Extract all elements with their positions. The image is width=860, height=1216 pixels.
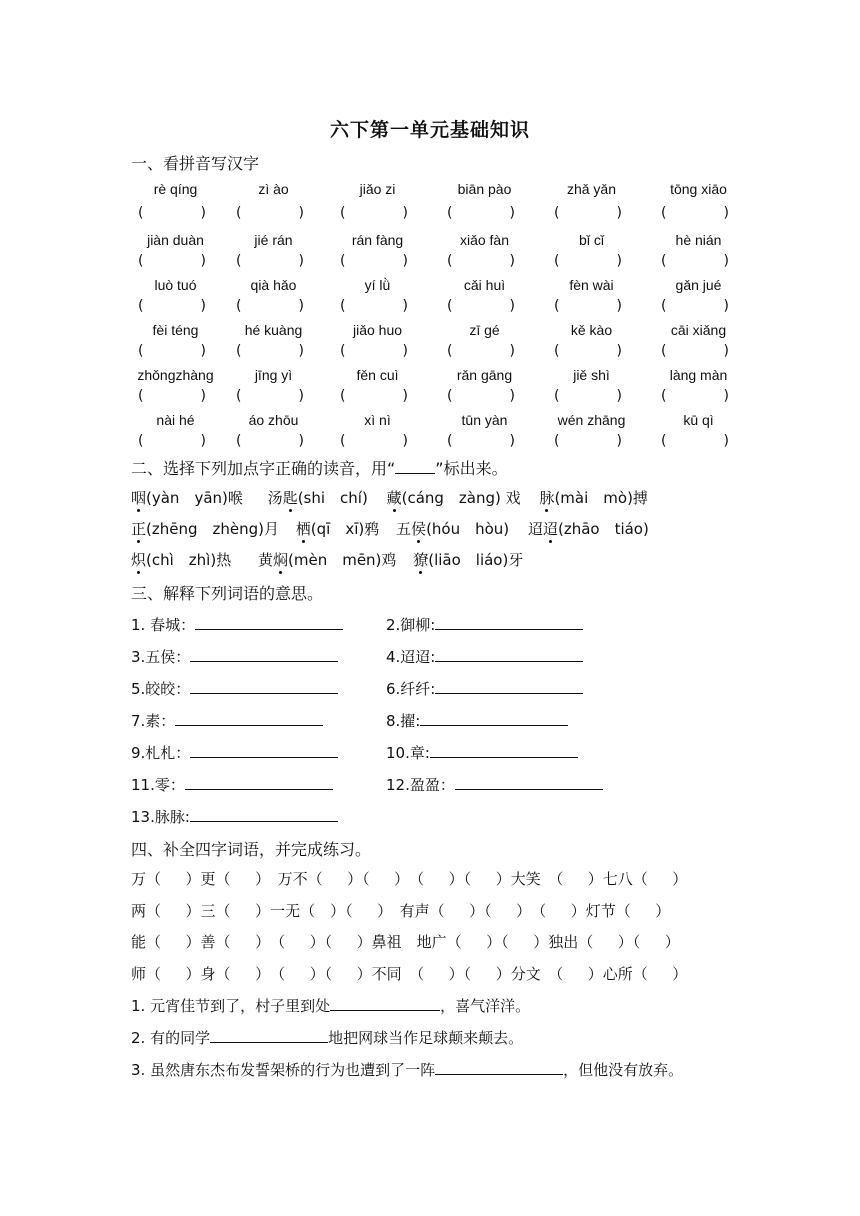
answer-line[interactable]: [435, 615, 583, 630]
pinyin-cell: yí lǜ: [364, 277, 391, 293]
definition-10: 10.章:: [386, 742, 578, 763]
pinyin-cell: rán fàng: [351, 232, 404, 248]
answer-line[interactable]: [455, 775, 603, 790]
reading-item: 栖(qī xī)鸦: [295, 520, 380, 538]
answer-line[interactable]: [190, 647, 338, 662]
definition-7: 7.素：: [131, 710, 323, 731]
pinyin-cell: hé kuàng: [244, 322, 303, 338]
page-title: 六下第一单元基础知识: [329, 119, 530, 141]
definition-2: 2.御柳:: [386, 614, 583, 635]
reading-item: 咽(yàn yān)喉: [131, 489, 243, 507]
pinyin-cell: nài hé: [156, 412, 195, 428]
answer-line[interactable]: [435, 1060, 563, 1075]
pinyin-cell: fěn cuì: [356, 367, 399, 383]
reading-item: 藏(cáng zàng) 戏: [386, 489, 521, 507]
pinyin-cell: jiǎo huo: [352, 322, 403, 338]
idiom-row-3: 能（ ）善（ ） （ ）（ ）鼻祖 地广（ ）（ ）独出（ ）（ ）: [131, 933, 680, 951]
reading-line-2: [131, 518, 649, 539]
answer-line[interactable]: [420, 711, 568, 726]
pinyin-row: [0, 367, 860, 387]
pinyin-row: [0, 412, 860, 432]
pinyin-cell: bǐ cǐ: [579, 232, 604, 248]
section1-heading: 一、看拼音写汉字: [131, 154, 260, 173]
definition-6: 6.纤纤:: [386, 678, 583, 699]
sentence-1: 1. 元宵佳节到了，村子里到处 ，喜气洋洋。: [131, 997, 531, 1015]
sentence-3: 3. 虽然唐东杰布发誓架桥的行为也遭到了一阵 ，但他没有放弃。: [131, 1061, 684, 1079]
sentence-2: 2. 有的同学 地把网球当作足球颠来颠去。: [131, 1029, 524, 1047]
answer-row: ( ) ( ) ( ) ( ) ( ) ( ): [138, 388, 729, 404]
pinyin-cell: fèi téng: [152, 322, 199, 338]
pinyin-cell: zì ào: [258, 181, 289, 197]
idiom-row-2: 两（ ）三（ ）一无（ ）（ ） 有声（ ）（ ） （ ）灯节（ ）: [131, 902, 671, 920]
reading-item: 炽(chì zhì)热: [131, 551, 232, 569]
reading-item: 五侯(hóu hòu): [396, 520, 510, 538]
reading-item: 脉(mài mò)搏: [539, 489, 648, 507]
answer-line[interactable]: [330, 996, 440, 1011]
pinyin-cell: hè nián: [675, 232, 722, 248]
answer-row: ( ) ( ) ( ) ( ) ( ) ( ): [138, 298, 729, 314]
pinyin-cell: làng màn: [669, 367, 728, 383]
pinyin-cell: zhǎ yǎn: [566, 181, 617, 197]
definition-9: 9.札札：: [131, 742, 338, 763]
answer-row: ( ) ( ) ( ) ( ) ( ) ( ): [138, 205, 729, 221]
pinyin-cell: xì nì: [364, 412, 391, 428]
section3-heading: 三、解释下列词语的意思。: [131, 584, 324, 603]
answer-line[interactable]: [185, 775, 333, 790]
pinyin-cell: luò tuó: [154, 277, 197, 293]
answer-row: ( ) ( ) ( ) ( ) ( ) ( ): [138, 253, 729, 269]
answer-line[interactable]: [190, 807, 338, 822]
pinyin-cell: áo zhōu: [248, 412, 299, 428]
pinyin-cell: zī gé: [469, 322, 500, 338]
pinyin-cell: cǎi huì: [463, 277, 506, 293]
pinyin-cell: jiàn duàn: [147, 232, 204, 248]
definition-1: 1. 春城：: [131, 614, 343, 635]
pinyin-cell: xiǎo fàn: [459, 232, 510, 248]
answer-line[interactable]: [435, 679, 583, 694]
reading-item: 迢迢(zhāo tiáo): [527, 520, 649, 538]
answer-line[interactable]: [430, 743, 578, 758]
answer-line[interactable]: [190, 679, 338, 694]
pinyin-cell: tūn yàn: [461, 412, 508, 428]
idiom-row-1: 万（ ）更（ ） 万不（ ）（ ） （ ）（ ）大笑 （ ）七八（ ）: [131, 870, 688, 888]
reading-line-1: [131, 487, 648, 508]
answer-line[interactable]: [195, 615, 343, 630]
pinyin-cell: cāi xiǎng: [670, 322, 727, 338]
definition-12: 12.盈盈：: [386, 774, 603, 795]
pinyin-row: [0, 181, 860, 201]
answer-line[interactable]: [210, 1028, 328, 1043]
section2-heading-after: ”标出来。: [435, 459, 508, 478]
pinyin-cell: qià hǎo: [250, 277, 297, 293]
pinyin-cell: kě kào: [570, 322, 613, 338]
reading-item: 黄焖(mèn mēn)鸡: [257, 551, 397, 569]
definition-11: 11.零：: [131, 774, 333, 795]
reading-item: 獠(liāo liáo)牙: [413, 551, 524, 569]
section2-heading: [131, 456, 508, 479]
pinyin-cell: jiǎo zi: [359, 181, 396, 197]
pinyin-cell: rè qíng: [153, 181, 198, 197]
definition-3: 3.五侯：: [131, 646, 338, 667]
pinyin-cell: kū qì: [683, 412, 714, 428]
pinyin-row: [0, 232, 860, 252]
answer-line[interactable]: [435, 647, 583, 662]
answer-line[interactable]: [190, 743, 338, 758]
pinyin-cell: rǎn gāng: [456, 367, 513, 383]
definition-13: 13.脉脉:: [131, 806, 338, 827]
mark-underline-sample: [395, 459, 435, 474]
definition-8: 8.擢:: [386, 710, 568, 731]
section2-heading-before: 二、选择下列加点字正确的读音，用“: [131, 459, 396, 478]
pinyin-cell: gǎn jué: [675, 277, 722, 293]
answer-row: ( ) ( ) ( ) ( ) ( ) ( ): [138, 343, 729, 359]
pinyin-row: [0, 277, 860, 297]
reading-item: 正(zhēng zhèng)月: [131, 520, 279, 538]
pinyin-row: [0, 322, 860, 342]
answer-line[interactable]: [175, 711, 323, 726]
pinyin-cell: jié rán: [254, 232, 293, 248]
answer-row: ( ) ( ) ( ) ( ) ( ) ( ): [138, 433, 729, 449]
reading-line-3: [131, 549, 523, 570]
pinyin-cell: zhǒngzhàng: [137, 367, 214, 383]
pinyin-cell: fèn wài: [569, 277, 614, 293]
section4-heading: 四、补全四字词语，并完成练习。: [131, 840, 372, 859]
pinyin-cell: biān pào: [457, 181, 512, 197]
idiom-row-4: 师（ ）身（ ） （ ）（ ）不同 （ ）（ ）分文 （ ）心所（ ）: [131, 965, 688, 983]
definition-4: 4.迢迢:: [386, 646, 583, 667]
pinyin-cell: wén zhāng: [557, 412, 626, 428]
pinyin-cell: tōng xiāo: [670, 181, 727, 197]
definition-5: 5.皎皎：: [131, 678, 338, 699]
pinyin-cell: jiě shì: [573, 367, 610, 383]
pinyin-cell: jīng yì: [254, 367, 293, 383]
reading-item: 汤匙(shi chí): [267, 489, 368, 507]
